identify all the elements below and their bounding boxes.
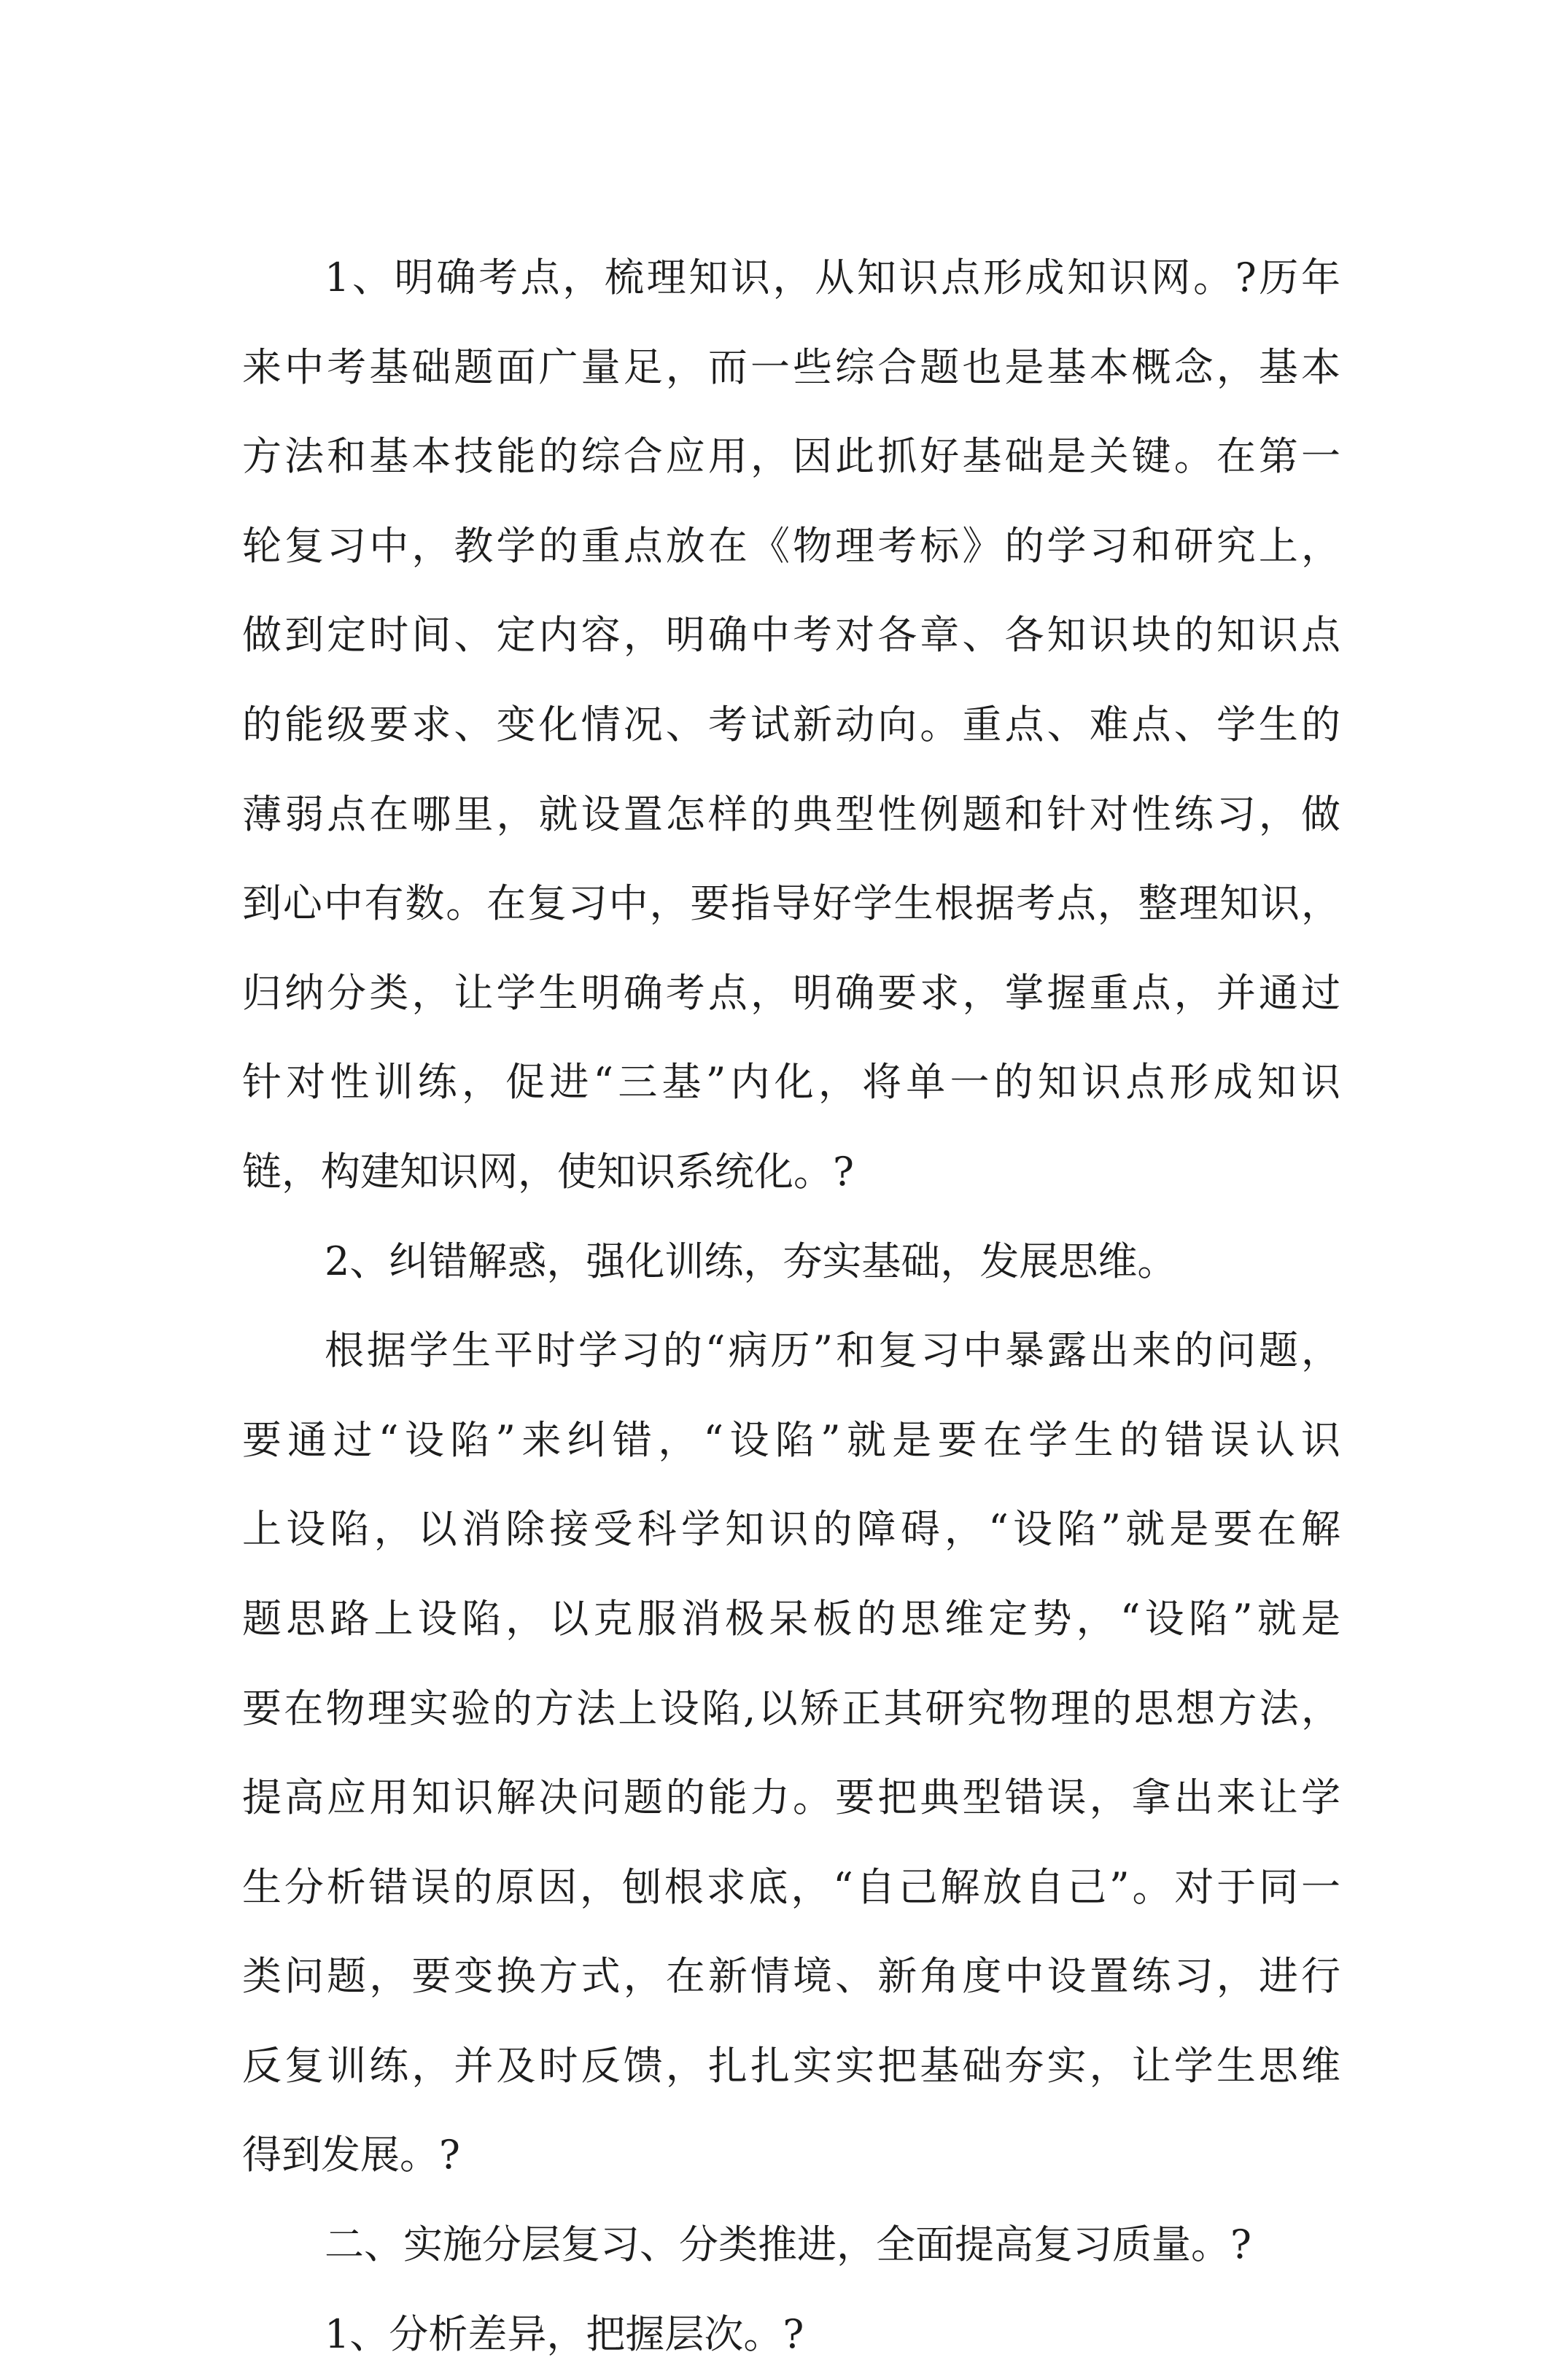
text-line (242, 949, 1344, 1039)
text-line (242, 2111, 1340, 2200)
section-heading (242, 1217, 1340, 1307)
text-line (242, 323, 1344, 413)
text-line-content: 根据学生平时学习的“病历”和复习中暴露出来的问题， (325, 1327, 1343, 1374)
text-line-content: 要在物理实验的方法上设陷,以矫正其研究物理的思想方法， (242, 1685, 1343, 1731)
text-line-content: 1、明确考点，梳理知识，从知识点形成知识网。?历年 (325, 255, 1343, 300)
text-line-content: 针对性训练，促进“三基”内化，将单一的知识点形成知识 (242, 1059, 1346, 1106)
text-line (242, 1038, 1346, 1128)
text-line (242, 1932, 1344, 2022)
text-line-content: 到心中有数。在复习中，要指导好学生根据考点，整理知识， (242, 880, 1342, 927)
text-line-content: 要通过“设陷”来纠错，“设陷”就是要在学生的错误认识 (242, 1416, 1347, 1463)
paragraph-5 (242, 2290, 1340, 2379)
paragraph-1 (242, 233, 1346, 1217)
section-heading (242, 2200, 1340, 2290)
text-line-content: 题思路上设陷，以克服消极呆板的思维定势，“设陷”就是 (242, 1595, 1346, 1642)
text-line-content: 归纳分类，让学生明确考点，明确要求，掌握重点，并通过 (242, 969, 1344, 1016)
body-text (242, 233, 1347, 2379)
text-line (242, 1575, 1346, 1664)
text-line-content: 得到发展。? (242, 2132, 460, 2178)
text-line-content: 上设陷，以消除接受科学知识的障碍，“设陷”就是要在解 (242, 1506, 1346, 1553)
text-line (242, 502, 1344, 591)
paragraph-3 (242, 1306, 1347, 2200)
text-line-content: 轮复习中，教学的重点放在《物理考标》的学习和研究上， (242, 522, 1344, 569)
text-line-content: 薄弱点在哪里，就设置怎样的典型性例题和针对性练习，做 (242, 791, 1344, 837)
text-line (242, 859, 1340, 949)
text-line (242, 1128, 1340, 1217)
text-line-content: 1、分析差异，把握层次。? (325, 2310, 804, 2357)
paragraph-2 (242, 1217, 1340, 1307)
text-line (242, 1664, 1343, 1754)
text-line-content: 方法和基本技能的综合应用，因此抓好基础是关键。在第一 (242, 433, 1344, 480)
text-line-content: 2、纠错解惑，强化训练，夯实基础，发展思维。 (325, 1238, 1177, 1284)
text-line-content: 生分析错误的原因，刨根求底，“自己解放自己”。对于同一 (242, 1863, 1343, 1910)
text-line-content: 二、实施分层复习、分类推进，全面提高复习质量。? (325, 2221, 1251, 2268)
text-line (242, 680, 1344, 770)
text-line (242, 1485, 1346, 1575)
text-line (242, 770, 1344, 860)
text-line (242, 1843, 1343, 1933)
text-line (242, 1396, 1347, 1486)
text-line (242, 1753, 1344, 1843)
text-line-content: 的能级要求、变化情况、考试新动向。重点、难点、学生的 (242, 701, 1344, 748)
text-line (242, 412, 1344, 502)
paragraph-4 (242, 2200, 1340, 2290)
text-line-content: 反复训练，并及时反馈，扎扎实实把基础夯实，让学生思维 (242, 2042, 1344, 2089)
text-line-content: 链，构建知识网，使知识系统化。? (242, 1148, 854, 1195)
text-line (242, 1306, 1343, 1396)
text-line-content: 类问题，要变换方式，在新情境、新角度中设置练习，进行 (242, 1953, 1344, 2000)
text-line (242, 2022, 1344, 2111)
text-line-content: 做到定时间、定内容，明确中考对各章、各知识块的知识点 (242, 612, 1344, 659)
text-line-content: 来中考基础题面广量足，而一些综合题也是基本概念，基本 (242, 344, 1344, 390)
section-heading (242, 2290, 1340, 2379)
text-line (242, 591, 1344, 680)
text-line (242, 233, 1343, 323)
text-line-content: 提高应用知识解决问题的能力。要把典型错误，拿出来让学 (242, 1774, 1344, 1821)
